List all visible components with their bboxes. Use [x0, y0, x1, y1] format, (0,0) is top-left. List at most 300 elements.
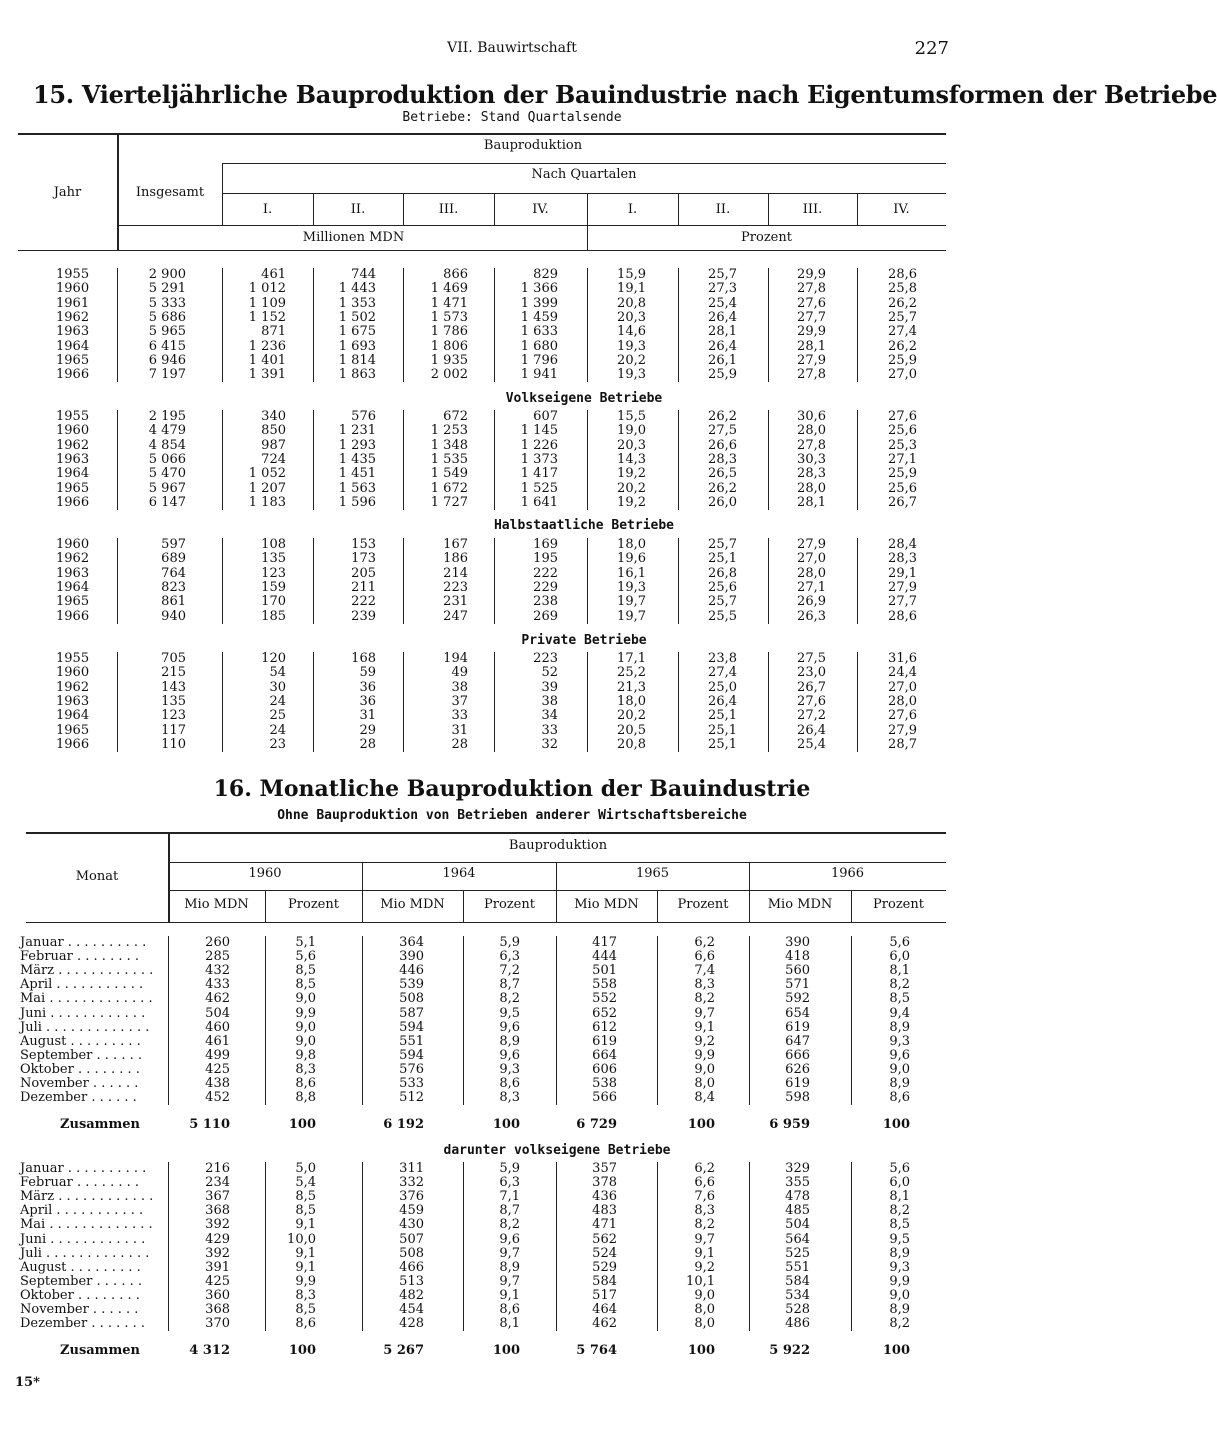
table16-cell: 571 [785, 977, 810, 992]
table16-cell-month: Januar . . . . . . . . . . [20, 1161, 147, 1176]
table15-cell: 26,4 [797, 723, 826, 738]
table15-cell-year: 1960 [56, 423, 90, 438]
table15-cell: 27,2 [797, 708, 826, 723]
table15-cell-year: 1964 [56, 339, 90, 354]
table15-rule [117, 225, 946, 226]
table15-cell: 54 [269, 665, 286, 680]
table15-cell: 987 [261, 438, 286, 453]
table15-cell: 1 814 [338, 353, 376, 368]
table16-cell: 6,3 [499, 949, 520, 964]
table15-cell: 26,6 [708, 438, 737, 453]
table15-col-mdn-q1: I. [262, 202, 273, 217]
table15-cell: 2 900 [148, 267, 186, 282]
table15-cell: 20,8 [617, 737, 646, 752]
table15-cell: 25,9 [708, 367, 737, 382]
table16-cell: 666 [785, 1048, 810, 1063]
table16-cell: 8,4 [694, 1090, 715, 1105]
table15-cell: 764 [161, 566, 186, 581]
table15-cell: 143 [161, 680, 186, 695]
table16-row [0, 1077, 1024, 1091]
table15-cell: 27,8 [797, 281, 826, 296]
table16-cell: 425 [205, 1274, 230, 1289]
table15-cell: 29 [359, 723, 376, 738]
table16-cell-month: April . . . . . . . . . . . [20, 1203, 144, 1218]
table16-cell: 5,0 [295, 1161, 316, 1176]
table16-cell: 485 [785, 1203, 810, 1218]
table15-row [0, 595, 1024, 609]
table15-cell: 28,7 [888, 737, 917, 752]
table16-cell: 8,0 [694, 1076, 715, 1091]
table16-cell-month: September . . . . . . [20, 1274, 142, 1289]
table15-cell: 269 [533, 609, 558, 624]
table15-row [0, 340, 1024, 354]
table15-cell: 24,4 [888, 665, 917, 680]
table16-cell: 464 [592, 1302, 617, 1317]
table15-rule [18, 250, 946, 251]
table15-col-pct-q4: IV. [893, 202, 910, 217]
table15-cell: 27,1 [888, 452, 917, 467]
table15-cell-year: 1966 [56, 367, 90, 382]
table15-row [0, 482, 1024, 496]
table16-cell: 512 [399, 1090, 424, 1105]
table16-total-cell: 5 110 [189, 1117, 230, 1132]
table15-cell: 461 [261, 267, 286, 282]
table15-cell: 24 [269, 723, 286, 738]
table15-cell: 38 [541, 694, 558, 709]
table15-cell: 1 207 [248, 481, 286, 496]
table15-cell: 27,1 [797, 580, 826, 595]
table15-cell: 28 [359, 737, 376, 752]
table15-cell: 27,8 [797, 367, 826, 382]
table16-cell: 471 [592, 1217, 617, 1232]
table15-cell: 20,3 [617, 438, 646, 453]
table15-cell: 25,7 [708, 537, 737, 552]
table15-cell: 123 [161, 708, 186, 723]
table16-cell-month: Mai . . . . . . . . . . . . . [20, 1217, 153, 1232]
table15-cell: 26,1 [708, 353, 737, 368]
table15-cell: 153 [351, 537, 376, 552]
table16-cell: 391 [205, 1260, 230, 1275]
table16-cell: 436 [592, 1189, 617, 1204]
table15-cell: 214 [443, 566, 468, 581]
table15-section-title: Private Betriebe [521, 633, 647, 648]
table16-row [0, 1303, 1024, 1317]
table16-cell: 9,2 [694, 1034, 715, 1049]
table15-cell: 25,1 [708, 723, 737, 738]
table15-cell: 28,1 [797, 495, 826, 510]
table15-cell: 5 333 [148, 296, 186, 311]
table15-cell: 19,3 [617, 367, 646, 382]
table16-cell: 378 [592, 1175, 617, 1190]
table15-cell-year: 1962 [56, 680, 90, 695]
table15-cell: 108 [261, 537, 286, 552]
table16-col-mio-1964: Mio MDN [380, 897, 445, 912]
table15-cell: 1 596 [338, 495, 376, 510]
table16-cell: 592 [785, 991, 810, 1006]
table16-cell: 8,1 [499, 1316, 520, 1331]
table16-total-cell: 100 [882, 1117, 910, 1132]
table15-cell: 28,3 [888, 551, 917, 566]
table15-cell: 26,4 [708, 694, 737, 709]
table15-cell: 117 [161, 723, 186, 738]
table15-cell: 1 451 [338, 466, 376, 481]
table16-cell: 619 [592, 1034, 617, 1049]
table15-cell: 27,7 [888, 594, 917, 609]
table16-cell: 8,3 [295, 1062, 316, 1077]
table15-cell: 27,4 [708, 665, 737, 680]
table16-col-year-1966: 1966 [830, 866, 865, 881]
table16-cell: 370 [205, 1316, 230, 1331]
table15-cell: 28,6 [888, 609, 917, 624]
table15-cell-year: 1962 [56, 551, 90, 566]
table16-cell: 8,5 [295, 977, 316, 992]
table16-cell: 528 [785, 1302, 810, 1317]
table16-cell: 9,9 [295, 1006, 316, 1021]
table15-cell: 222 [533, 566, 558, 581]
table16-cell: 8,7 [499, 977, 520, 992]
table15-cell: 1 633 [520, 324, 558, 339]
table16-cell: 584 [592, 1274, 617, 1289]
table15-cell: 1 941 [520, 367, 558, 382]
table16-cell: 8,6 [295, 1316, 316, 1331]
table15-row [0, 709, 1024, 723]
table15-cell: 7 197 [148, 367, 186, 382]
table15-cell: 20,3 [617, 310, 646, 325]
table16-top-rule [26, 832, 946, 834]
table15-cell: 1 401 [248, 353, 286, 368]
table15-cell: 211 [351, 580, 376, 595]
table15-cell: 25,8 [888, 281, 917, 296]
table16-cell: 8,2 [694, 1217, 715, 1232]
table16-cell: 9,0 [694, 1062, 715, 1077]
table15-cell: 26,2 [888, 296, 917, 311]
table16-cell: 5,6 [295, 949, 316, 964]
table15-row [0, 424, 1024, 438]
table15-cell: 28,0 [888, 694, 917, 709]
table15-cell: 23 [269, 737, 286, 752]
table16-cell: 5,1 [295, 935, 316, 950]
table16-cell: 9,3 [499, 1062, 520, 1077]
table16-total-cell: 6 729 [576, 1117, 617, 1132]
table15-cell: 6 946 [148, 353, 186, 368]
table15-cell: 28,1 [708, 324, 737, 339]
table15-cell: 26,4 [708, 339, 737, 354]
table15-cell: 26,0 [708, 495, 737, 510]
table15-vrule [117, 133, 119, 250]
table16-cell-month: Juni . . . . . . . . . . . . [20, 1006, 146, 1021]
table15-cell: 1 459 [520, 310, 558, 325]
table15-cell: 31 [359, 708, 376, 723]
table15-cell: 52 [541, 665, 558, 680]
table16-cell: 558 [592, 977, 617, 992]
table15-cell-year: 1964 [56, 580, 90, 595]
table16-cell: 9,9 [889, 1274, 910, 1289]
table15-cell: 27,6 [888, 409, 917, 424]
table16-cell: 482 [399, 1288, 424, 1303]
table16-cell: 392 [205, 1217, 230, 1232]
table15-cell: 28,0 [797, 423, 826, 438]
table15-cell: 27,9 [888, 723, 917, 738]
table15-cell: 33 [451, 708, 468, 723]
table16-cell: 538 [592, 1076, 617, 1091]
table16-cell: 285 [205, 949, 230, 964]
table16-cell: 594 [399, 1020, 424, 1035]
table15-cell: 597 [161, 537, 186, 552]
table16-cell: 432 [205, 963, 230, 978]
table15-cell: 1 549 [430, 466, 468, 481]
table16-cell: 594 [399, 1048, 424, 1063]
table15-cell: 27,3 [708, 281, 737, 296]
table15-row [0, 410, 1024, 424]
table15-cell: 1 796 [520, 353, 558, 368]
table15-cell: 27,8 [797, 438, 826, 453]
table16-cell: 517 [592, 1288, 617, 1303]
table15-cell: 167 [443, 537, 468, 552]
table16-col-monat: Monat [75, 869, 119, 884]
table16-cell: 6,6 [694, 1175, 715, 1190]
table16-row [0, 1190, 1024, 1204]
table15-cell: 1 366 [520, 281, 558, 296]
table16-cell: 9,1 [499, 1288, 520, 1303]
table15-cell: 30 [269, 680, 286, 695]
table16-cell: 6,6 [694, 949, 715, 964]
table16-total-row [0, 1344, 1024, 1358]
table15-cell: 1 675 [338, 324, 376, 339]
table15-cell: 26,8 [708, 566, 737, 581]
table15-cell: 1 417 [520, 466, 558, 481]
table15-cell: 5 965 [148, 324, 186, 339]
table15-cell: 25,3 [888, 438, 917, 453]
table16-total-cell: 100 [492, 1117, 520, 1132]
table15-cell-year: 1962 [56, 310, 90, 325]
table15-cell: 247 [443, 609, 468, 624]
table15-cell: 28 [451, 737, 468, 752]
table16-cell: 9,6 [499, 1048, 520, 1063]
table15-cell-year: 1966 [56, 495, 90, 510]
table15-cell: 27,0 [888, 680, 917, 695]
table16-row [0, 1091, 1024, 1105]
table15-cell: 215 [161, 665, 186, 680]
table16-cell: 9,6 [499, 1232, 520, 1247]
table16-row [0, 1035, 1024, 1049]
table15-cell: 25,2 [617, 665, 646, 680]
table16-cell: 8,2 [499, 991, 520, 1006]
table16-total-cell: 5 922 [769, 1343, 810, 1358]
table15-section-title: Volkseigene Betriebe [505, 391, 663, 406]
table16-cell: 5,9 [499, 1161, 520, 1176]
table16-cell: 444 [592, 949, 617, 964]
table16-cell-month: September . . . . . . [20, 1048, 142, 1063]
table15-row [0, 453, 1024, 467]
table15-cell: 1 226 [520, 438, 558, 453]
table15-cell: 23,0 [797, 665, 826, 680]
table15-cell: 25,1 [708, 737, 737, 752]
table15-col-pct-q3: III. [802, 202, 823, 217]
table16-row [0, 1275, 1024, 1289]
table16-cell: 8,6 [295, 1076, 316, 1091]
table15-cell: 25,7 [888, 310, 917, 325]
table16-cell: 7,6 [694, 1189, 715, 1204]
table16-cell-month: April . . . . . . . . . . . [20, 977, 144, 992]
table16-cell: 584 [785, 1274, 810, 1289]
table16-cell: 8,0 [694, 1302, 715, 1317]
table16-cell: 564 [785, 1232, 810, 1247]
table16-cell: 368 [205, 1203, 230, 1218]
table16-cell: 9,5 [889, 1232, 910, 1247]
table15-cell: 607 [533, 409, 558, 424]
table15-cell: 15,9 [617, 267, 646, 282]
table15-cell: 1 641 [520, 495, 558, 510]
table15-row [0, 552, 1024, 566]
table15-cell: 6 147 [148, 495, 186, 510]
table15-row [0, 738, 1024, 752]
table16-col-year-1965: 1965 [635, 866, 670, 881]
table16-cell: 504 [785, 1217, 810, 1232]
table15-cell: 1 786 [430, 324, 468, 339]
table16-total-cell: 100 [687, 1343, 715, 1358]
table16-cell-month: August . . . . . . . . . [20, 1260, 141, 1275]
table16-cell: 9,0 [295, 1034, 316, 1049]
table15-cell: 19,7 [617, 594, 646, 609]
table15-cell: 689 [161, 551, 186, 566]
table16-row [0, 1049, 1024, 1063]
table16-cell: 459 [399, 1203, 424, 1218]
table16-cell-month: August . . . . . . . . . [20, 1034, 141, 1049]
table16-cell: 332 [399, 1175, 424, 1190]
table16-cell: 438 [205, 1076, 230, 1091]
table16-cell: 9,7 [694, 1006, 715, 1021]
table16-cell: 6,2 [694, 1161, 715, 1176]
table15-cell: 27,0 [888, 367, 917, 382]
table15-cell: 49 [451, 665, 468, 680]
table16-cell: 368 [205, 1302, 230, 1317]
table15-cell: 27,9 [797, 353, 826, 368]
table16-total-cell: 100 [492, 1343, 520, 1358]
table16-row [0, 992, 1024, 1006]
table15-cell: 1 236 [248, 339, 286, 354]
table15-cell: 1 052 [248, 466, 286, 481]
table15-cell: 31 [451, 723, 468, 738]
table16-total-cell: 4 312 [189, 1343, 230, 1358]
table16-rule [168, 890, 946, 891]
table15-cell: 223 [443, 580, 468, 595]
table15-cell: 29,9 [797, 324, 826, 339]
table16-cell: 9,7 [499, 1274, 520, 1289]
table15-cell: 29,9 [797, 267, 826, 282]
table16-cell: 534 [785, 1288, 810, 1303]
table15-cell: 23,8 [708, 651, 737, 666]
table15-cell: 38 [451, 680, 468, 695]
table16-col-pct-1965: Prozent [677, 897, 729, 912]
table16-row [0, 1162, 1024, 1176]
table16-col-pct-1966: Prozent [873, 897, 924, 912]
table15-cell: 36 [359, 680, 376, 695]
table15-cell: 19,3 [617, 339, 646, 354]
table16-cell: 525 [785, 1246, 810, 1261]
table15-cell: 25,6 [888, 423, 917, 438]
table16-total-cell: 100 [687, 1117, 715, 1132]
table15-cell: 4 854 [148, 438, 186, 453]
table15-cell: 223 [533, 651, 558, 666]
table15-cell: 866 [443, 267, 468, 282]
table16-cell: 376 [399, 1189, 424, 1204]
table16-cell: 552 [592, 991, 617, 1006]
table15-cell: 231 [443, 594, 468, 609]
table15-cell: 1 353 [338, 296, 376, 311]
table15-row [0, 652, 1024, 666]
table15-cell: 25,5 [708, 609, 737, 624]
table15-cell: 14,3 [617, 452, 646, 467]
table15-cell: 1 109 [248, 296, 286, 311]
table16-cell: 483 [592, 1203, 617, 1218]
table15-cell: 205 [351, 566, 376, 581]
table16-row [0, 1233, 1024, 1247]
table16-cell: 9,6 [499, 1020, 520, 1035]
table15-row [0, 538, 1024, 552]
table16-cell: 654 [785, 1006, 810, 1021]
table16-cell-month: November . . . . . . [20, 1302, 139, 1317]
table16-cell: 8,1 [889, 963, 910, 978]
table15-cell: 25,6 [888, 481, 917, 496]
table16-cell: 9,1 [694, 1020, 715, 1035]
table15-col-mdn-q4: IV. [532, 202, 549, 217]
table15-cell: 20,2 [617, 353, 646, 368]
table16-cell: 612 [592, 1020, 617, 1035]
table16-cell: 10,1 [686, 1274, 715, 1289]
table16-row [0, 1218, 1024, 1232]
table16-cell: 9,3 [889, 1260, 910, 1275]
table15-cell: 1 672 [430, 481, 468, 496]
table15-cell: 21,3 [617, 680, 646, 695]
table15-cell: 576 [351, 409, 376, 424]
table16-cell: 260 [205, 935, 230, 950]
table15-row [0, 724, 1024, 738]
table15-cell: 25,7 [708, 267, 737, 282]
table15-cell: 16,1 [617, 566, 646, 581]
table16-title: 16. Monatliche Bauproduktion der Bauindustrie [213, 776, 811, 802]
table15-title: 15. Vierteljährliche Bauproduktion der Bauindustrie nach Eigentumsformen der Betriebe [33, 80, 1217, 109]
table16-cell: 8,2 [889, 977, 910, 992]
table15-row [0, 354, 1024, 368]
table16-cell: 9,2 [694, 1260, 715, 1275]
table15-cell: 5 686 [148, 310, 186, 325]
table16-cell: 551 [785, 1260, 810, 1275]
table15-col-pct-q2: II. [715, 202, 731, 217]
table16-cell: 6,0 [889, 949, 910, 964]
table16-cell: 8,7 [499, 1203, 520, 1218]
table15-cell: 25,4 [797, 737, 826, 752]
table16-cell-month: Oktober . . . . . . . . [20, 1288, 140, 1303]
table16-cell: 8,2 [694, 991, 715, 1006]
table16-col-pct-1964: Prozent [484, 897, 535, 912]
table15-cell-year: 1965 [56, 481, 90, 496]
table16-cell: 9,7 [499, 1246, 520, 1261]
table16-total-row [0, 1118, 1024, 1132]
table15-cell: 33 [541, 723, 558, 738]
table16-cell: 664 [592, 1048, 617, 1063]
table15-cell-year: 1966 [56, 737, 90, 752]
table16-cell: 454 [399, 1302, 424, 1317]
table15-section-title: Halbstaatliche Betriebe [493, 518, 674, 533]
table15-cell: 1 535 [430, 452, 468, 467]
table15-cell: 705 [161, 651, 186, 666]
table15-cell: 823 [161, 580, 186, 595]
table15-cell: 185 [261, 609, 286, 624]
table15-col-jahr: Jahr [53, 185, 82, 200]
table16-cell: 452 [205, 1090, 230, 1105]
table15-cell: 26,5 [708, 466, 737, 481]
table15-cell: 1 391 [248, 367, 286, 382]
